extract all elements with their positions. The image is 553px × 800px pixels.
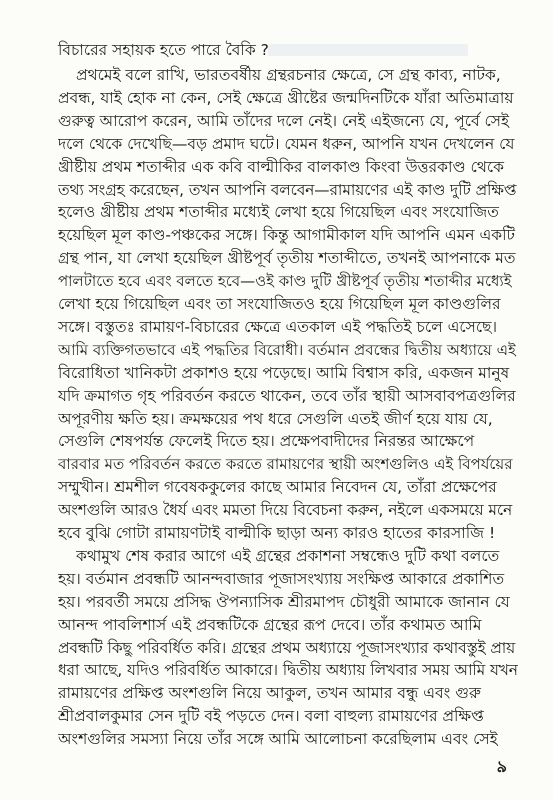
- text-line: সঙ্গে। বস্তুতঃ রামায়ণ-বিচারের ক্ষেত্রে এতকাল এই পদ্ধতিই চলে এসেছে।: [58, 317, 498, 336]
- text-line: হয়। পরবর্তী সময়ে প্রসিদ্ধ ঔপন্যাসিক শ্রীরমাপদ চৌধুরী আমাকে জানান যে: [58, 592, 510, 611]
- text-line: সেগুলি শেষপর্যন্ত ফেলেই দিতে হয়। প্রক্ষেপবাদীদের নিরন্তর আক্ষেপে: [58, 432, 475, 451]
- text-line: রামায়ণের প্রক্ষিপ্ত অংশগুলি নিয়ে আকুল, তখন আমার বন্ধু এবং গুরু: [58, 684, 481, 703]
- text-line: অংশগুলির সমস্যা নিয়ে তাঁর সঙ্গে আমি আলোচনা করেছিলাম এবং সেই: [58, 730, 498, 749]
- text-line: আনন্দ পাবলিশার্স এই প্রবন্ধটিকে গ্রন্থের রূপ দেবে। তাঁর কথামত আমি: [58, 615, 482, 634]
- text-line: বিরোধিতা খানিকটা প্রকাশও হয়ে পড়েছে। আমি বিশ্বাস করি, একজন মানুষ: [58, 363, 510, 382]
- text-line: লেখা হয়ে গিয়েছিল এবং তা সংযোজিতও হয়ে গিয়েছিল মূল কাণ্ডগুলির: [58, 295, 501, 313]
- text-line: হয়েছিল মূল কাণ্ড-পঞ্চকের সঙ্গে। কিন্তু আগামীকাল যদি আপনি এমন একটি: [58, 226, 515, 245]
- page-number: ৯: [496, 757, 507, 776]
- text-line: শ্রীপ্রবালকুমার সেন দুটি বই পড়তে দেন। বলা বাহুল্য রামায়ণের প্রক্ষিপ্ত: [58, 707, 484, 726]
- page-heading: বিচারের সহায়ক হতে পারে বৈকি ?: [58, 41, 269, 59]
- text-line: বারবার মত পরিবর্তন করতে করতে রামায়ণের স্থায়ী অংশগুলিও এই বিপর্যয়ের: [58, 455, 513, 474]
- text-line: দলে থেকে দেখেছি—বড় প্রমাদ ঘটে। যেমন ধরুন, আপনি যখন দেখলেন যে: [58, 134, 515, 153]
- text-line: আমি ব্যক্তিগতভাবে এই পদ্ধতির বিরোধী। বর্তমান প্রবন্ধের দ্বিতীয় অধ্যায়ে এই: [58, 340, 516, 359]
- text-line: হলেও খ্রীষ্টীয় প্রথম শতাব্দীর মধ্যেই লেখা হয়ে গিয়েছিল এবং সংযোজিত: [58, 203, 499, 222]
- text-line: গ্রন্থ পান, যা লেখা হয়েছিল খ্রীষ্টপূর্ব তৃতীয় শতাব্দীতে, তখনই আপনাকে মত: [58, 249, 516, 268]
- text-line: গুরুত্ব আরোপ করেন, আমি তাঁদের দলে নেই। নেই এইজন্যে যে, পূর্বে সেই: [58, 111, 510, 130]
- text-line: পালটাতে হবে এবং বলতে হবে—ওই কাণ্ড দুটি খ্রীষ্টপূর্ব তৃতীয় শতাব্দীর মধ্যেই: [58, 272, 512, 291]
- text-line: যদি ক্রমাগত গৃহ পরিবর্তন করতে থাকেন, তবে তাঁর স্থায়ী আসবাবপত্রগুলির: [58, 386, 516, 405]
- text-line: সম্মুখীন। শ্রমশীল গবেষককুলের কাছে আমার নিবেদন যে, তাঁরা প্রক্ষেপের: [58, 478, 497, 497]
- text-line: খ্রীষ্টীয় প্রথম শতাব্দীর এক কবি বাল্মীকির বালকাণ্ড কিংবা উত্তরকাণ্ড থেকে: [58, 157, 504, 176]
- text-line: হয়। বর্তমান প্রবন্ধটি আনন্দবাজার পূজাসংখ্যায় সংক্ষিপ্ত আকারে প্রকাশিত: [58, 569, 505, 588]
- text-line: প্রবন্ধটি কিছু পরিবর্ধিত করি। গ্রন্থের প্রথম অধ্যায়ে পূজাসংখ্যার কথাবস্তুই প্রায়: [58, 638, 516, 657]
- text-line: ধরা আছে, যদিও পরিবর্ধিত আকারে। দ্বিতীয় অধ্যায় লিখবার সময় আমি যখন: [58, 661, 518, 680]
- text-line: হবে বুঝি গোটা রামায়ণটাই বাল্মীকি ছাড়া অন্য কারও হাতের কারসাজি !: [58, 524, 496, 542]
- text-line: কথামুখ শেষ করার আগে এই গ্রন্থের প্রকাশনা সম্বন্ধেও দুটি কথা বলতে: [76, 546, 500, 565]
- text-line: অপূরণীয় ক্ষতি হয়। ক্রমক্ষয়ের পথ ধরে সেগুলি এতই জীর্ণ হয়ে যায় যে,: [58, 409, 493, 428]
- text-line: অংশগুলি আরও ধৈর্য এবং মমতা দিয়ে বিবেচনা করুন, নইলে একসময়ে মনে: [58, 501, 513, 520]
- text-line: তথ্য সংগ্রহ করেছেন, তখন আপনি বলবেন—রামায়ণের এই কাণ্ড দুটি প্রক্ষিপ্ত: [58, 180, 517, 199]
- text-line: প্রথমেই বলে রাখি, ভারতবর্ষীয় গ্রন্থরচনার ক্ষেত্রে, সে গ্রন্থ কাব্য, নাটক,: [76, 66, 501, 84]
- text-line: প্রবন্ধ, যাই হোক না কেন, সেই ক্ষেত্রে খ্রীষ্টের জন্মদিনটিকে যাঁরা অতিমাত্রায়: [58, 88, 514, 107]
